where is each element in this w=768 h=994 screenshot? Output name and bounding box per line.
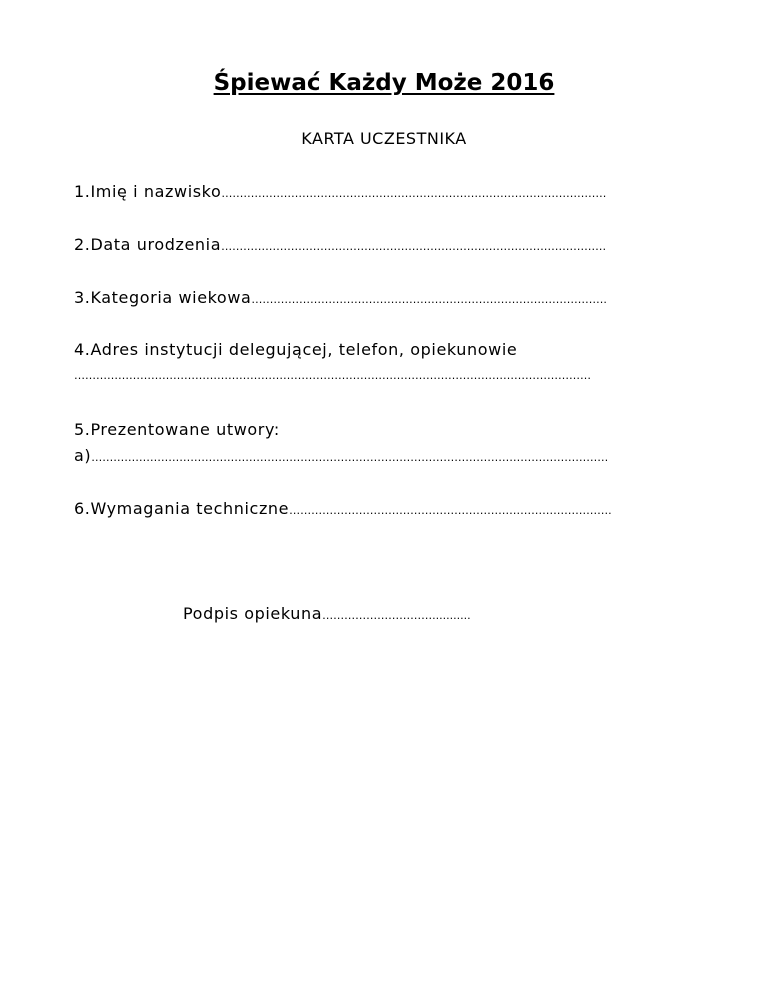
signature-blank: …………………………........... [322, 609, 471, 622]
field-name-blank: …………………………………………………………………………………………… [221, 187, 607, 200]
field-pieces [74, 422, 280, 438]
field-institution-label: 4.Adres instytucji delegującej, telefon, opiekunowie [74, 340, 518, 359]
field-birth-date [74, 237, 606, 253]
field-name-label: 1.Imię i nazwisko [74, 182, 222, 201]
field-birth-date-label: 2.Data urodzenia [74, 235, 222, 254]
field-pieces-item-a-blank: …………………………………………………………………………………………………………………………… [91, 451, 609, 464]
field-age-category [74, 290, 607, 306]
field-pieces-item-a-label: a) [74, 446, 92, 465]
field-age-category-blank: ……………………………………………………………………………………. [251, 293, 607, 306]
signature-label: Podpis opiekuna [183, 604, 323, 623]
field-pieces-label: 5.Prezentowane utwory: [74, 420, 280, 439]
field-technical-label: 6.Wymagania techniczne [74, 499, 290, 518]
field-age-category-label: 3.Kategoria wiekowa [74, 288, 252, 307]
field-institution-blank: …………………………………………………………………………………………………………………………… [74, 369, 591, 382]
signature-line [183, 606, 471, 622]
form-subtitle: KARTA UCZESTNIKA [301, 129, 467, 148]
field-name [74, 184, 606, 200]
page-title: Śpiewać Każdy Może 2016 [213, 70, 555, 96]
field-technical-blank: ……………………………………………………………………………. [289, 504, 612, 517]
field-institution [74, 342, 517, 358]
field-pieces-item-a [74, 448, 608, 464]
field-birth-date-blank: …………………………………………………………………………………………… [221, 240, 607, 253]
field-technical [74, 501, 612, 517]
